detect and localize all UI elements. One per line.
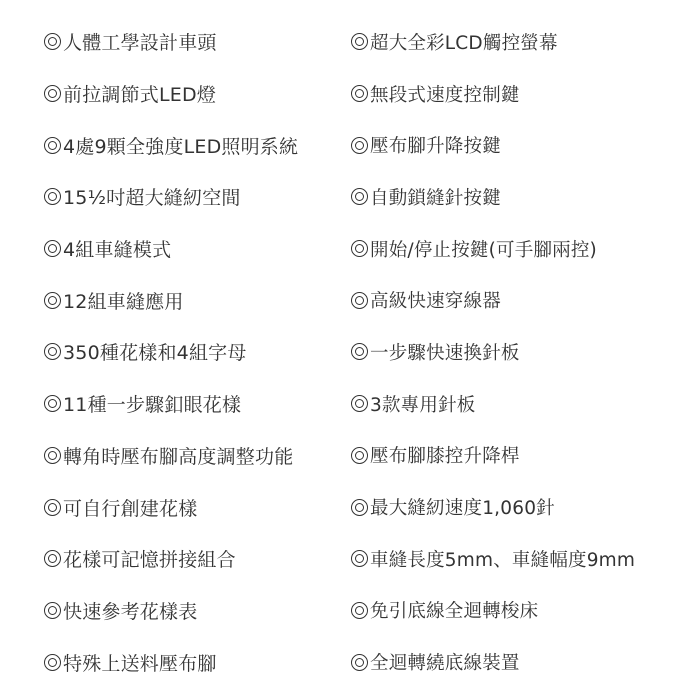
feature-text: 壓布腳膝控升降桿 <box>370 446 520 468</box>
double-circle-icon <box>351 137 368 154</box>
double-circle-icon <box>351 550 368 567</box>
feature-text: 人體工學設計車頭 <box>63 32 217 55</box>
feature-text: 車縫長度5mm、車縫幅度9mm <box>370 549 636 571</box>
feature-item <box>0 68 307 120</box>
double-circle-icon <box>351 292 368 309</box>
feature-text: 特殊上送料壓布腳 <box>63 652 217 675</box>
feature-text: 3款專用針板 <box>370 394 476 416</box>
feature-item <box>307 585 700 637</box>
double-circle-icon <box>351 85 368 102</box>
feature-item <box>307 533 700 585</box>
feature-item <box>307 171 700 223</box>
feature-item <box>0 636 307 688</box>
feature-item <box>0 274 307 326</box>
feature-text: 15½吋超大縫紉空間 <box>63 187 241 210</box>
feature-text: 4處9顆全強度LED照明系統 <box>63 135 299 158</box>
feature-item <box>0 481 307 533</box>
double-circle-icon <box>44 654 61 671</box>
feature-text: 無段式速度控制鍵 <box>370 84 520 106</box>
feature-item <box>307 223 700 275</box>
double-circle-icon <box>351 654 368 671</box>
feature-text: 壓布腳升降按鍵 <box>370 136 501 158</box>
feature-item <box>307 378 700 430</box>
double-circle-icon <box>351 499 368 516</box>
feature-item <box>0 326 307 378</box>
double-circle-icon <box>351 343 368 360</box>
feature-text: 快速參考花樣表 <box>63 600 198 623</box>
double-circle-icon <box>44 343 61 360</box>
feature-text: 全迴轉繞底線裝置 <box>370 653 520 675</box>
double-circle-icon <box>44 85 61 102</box>
double-circle-icon <box>44 292 61 309</box>
feature-text: 350種花樣和4組字母 <box>63 342 247 365</box>
feature-item <box>307 326 700 378</box>
feature-text: 一步驟快速換針板 <box>370 342 520 364</box>
feature-text: 前拉調節式LED燈 <box>63 84 217 107</box>
double-circle-icon <box>44 447 61 464</box>
double-circle-icon <box>44 33 61 50</box>
feature-item <box>0 16 307 68</box>
double-circle-icon <box>44 395 61 412</box>
feature-text: 12組車縫應用 <box>63 290 184 313</box>
feature-item <box>0 533 307 585</box>
feature-item <box>0 378 307 430</box>
double-circle-icon <box>44 137 61 154</box>
feature-item <box>0 119 307 171</box>
double-circle-icon <box>351 395 368 412</box>
feature-list <box>0 16 700 688</box>
feature-item <box>307 119 700 171</box>
double-circle-icon <box>44 499 61 516</box>
feature-text: 最大縫紉速度1,060針 <box>370 498 555 520</box>
double-circle-icon <box>44 602 61 619</box>
feature-item <box>307 636 700 688</box>
feature-item <box>0 430 307 482</box>
feature-text: 開始/停止按鍵(可手腳兩控) <box>370 239 597 261</box>
double-circle-icon <box>351 447 368 464</box>
feature-item <box>307 481 700 533</box>
feature-item <box>0 171 307 223</box>
feature-item <box>307 274 700 326</box>
feature-item <box>307 430 700 482</box>
feature-text: 高級快速穿線器 <box>370 291 501 313</box>
feature-text: 可自行創建花樣 <box>63 497 198 520</box>
feature-text: 花樣可記憶拼接組合 <box>63 549 236 572</box>
double-circle-icon <box>44 188 61 205</box>
feature-item <box>307 16 700 68</box>
feature-text: 11種一步驟釦眼花樣 <box>63 394 242 417</box>
feature-text: 4組車縫模式 <box>63 239 172 262</box>
feature-text: 自動鎖縫針按鍵 <box>370 187 501 209</box>
double-circle-icon <box>44 550 61 567</box>
feature-item <box>0 585 307 637</box>
double-circle-icon <box>351 188 368 205</box>
feature-item <box>307 68 700 120</box>
double-circle-icon <box>351 240 368 257</box>
double-circle-icon <box>44 240 61 257</box>
feature-text: 免引底線全迴轉梭床 <box>370 601 539 623</box>
double-circle-icon <box>351 602 368 619</box>
feature-item <box>0 223 307 275</box>
feature-text: 轉角時壓布腳高度調整功能 <box>63 445 294 468</box>
double-circle-icon <box>351 33 368 50</box>
feature-text: 超大全彩LCD觸控螢幕 <box>370 32 558 54</box>
